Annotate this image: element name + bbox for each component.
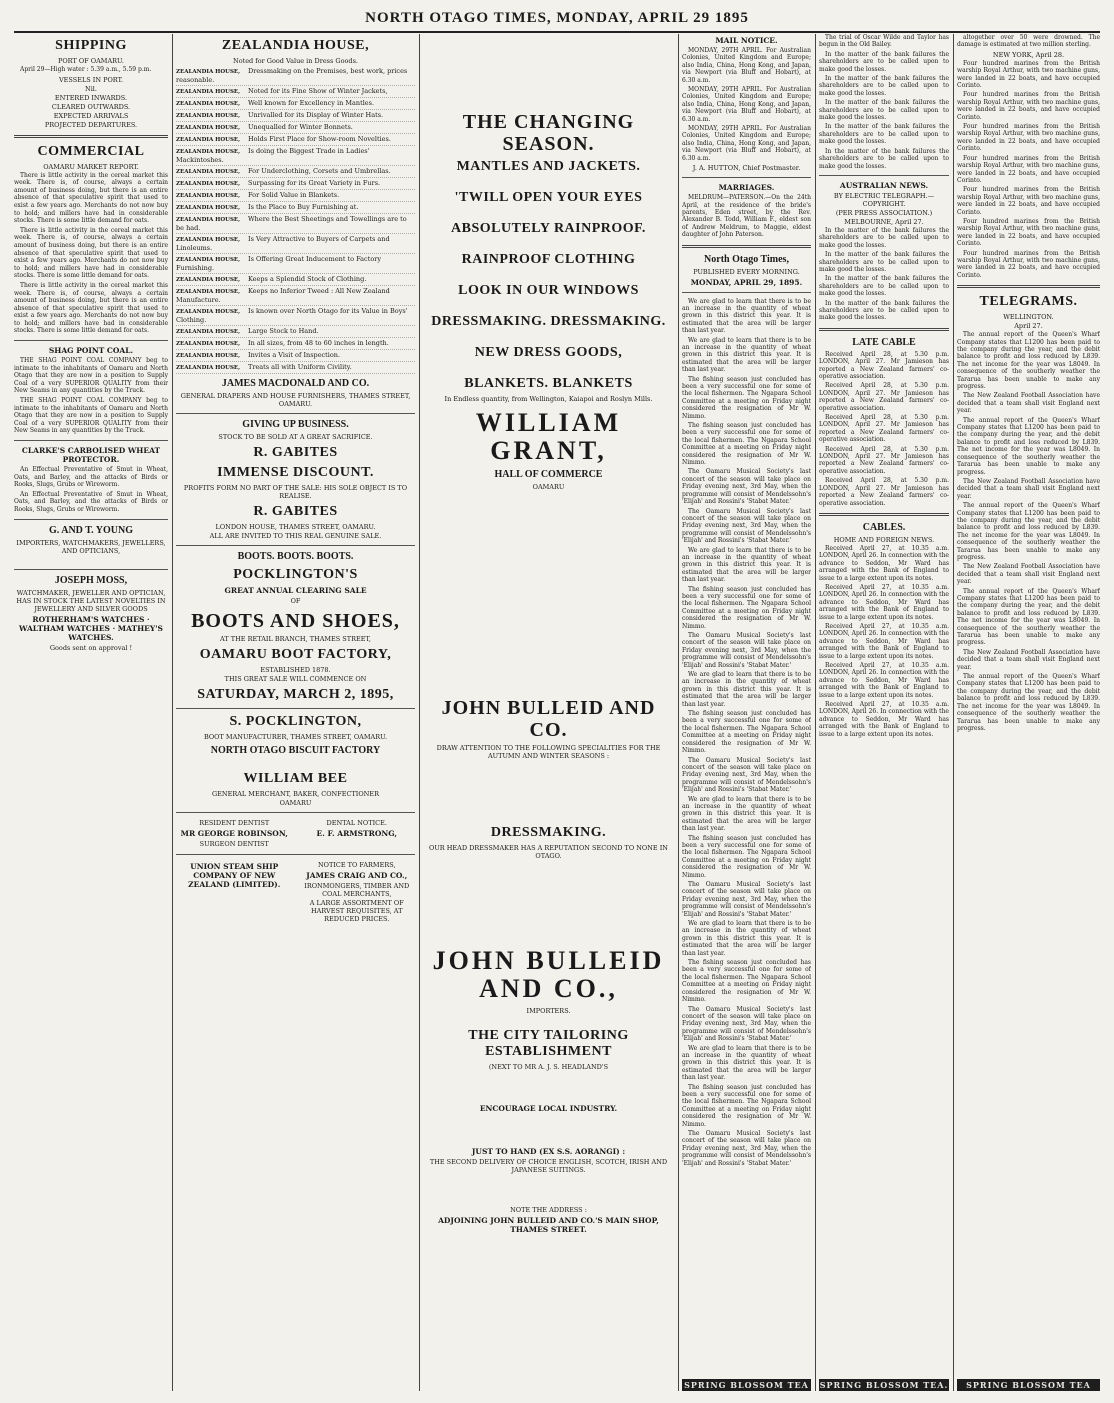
- armstrong: E. F. ARMSTRONG,: [316, 829, 397, 838]
- clarke-text: An Effectual Preventative of Smut in Wheat, Oats, and Barley, and the attacks of Birds or Rooks, Slugs, Grubs or Wireworm.: [14, 490, 168, 513]
- giving-heading: GIVING UP BUSINESS.: [242, 419, 349, 430]
- city-heading: THE CITY TAILORING ESTABLISHMENT: [468, 1028, 629, 1059]
- farmers-notice: NOTICE TO FARMERS,: [317, 861, 396, 869]
- zealandia-row: [176, 306, 415, 326]
- aus-sub: BY ELECTRIC TELEGRAPH.—COPYRIGHT.: [833, 191, 935, 208]
- zealandia-row-text: Well known for Excellency in Mantles.: [248, 99, 375, 107]
- late-cable-heading: LATE CABLE: [852, 336, 916, 348]
- telegrams-heading: TELEGRAMS.: [979, 294, 1078, 310]
- market-heading: OAMARU MARKET REPORT.: [43, 162, 139, 171]
- zealandia-row-text: Is doing the Biggest Trade in Ladies' Mackintoshes.: [176, 147, 370, 164]
- zealandia-row: [176, 166, 415, 178]
- zealandia-label: ZEALANDIA HOUSE,: [176, 69, 241, 75]
- edit-text: We are glad to learn that there is to be an increase in the quantity of wheat grown in this district this year. It is estimated that the area will be larger than last year.: [682, 795, 811, 833]
- newdress-heading: NEW DRESS GOODS,: [474, 345, 623, 360]
- ny-text: Four hundred marines from the British warship Royal Arthur, with two machine guns, were landed in 22 boats, and have occupied Corinto.: [957, 186, 1100, 216]
- bulleid2-heading: JOHN BULLEID AND CO.,: [432, 946, 665, 1003]
- bottom-row: [176, 860, 415, 924]
- young-heading: G. AND T. YOUNG: [49, 524, 133, 536]
- ny-text: Four hundred marines from the British warship Royal Arthur, with two machine guns, were landed in 22 boats, and have occupied Corinto.: [957, 123, 1100, 153]
- commence-text: THIS GREAT SALE WILL COMMENCE ON: [224, 675, 367, 683]
- zealandia-label: ZEALANDIA HOUSE,: [176, 137, 241, 143]
- coal-text: THE SHAG POINT COAL COMPANY beg to intimate to the inhabitants of Oamaru and North Otago that they are now in a position to Supply Coal of a very SUPERIOR QUALITY from their New Seams in any quantities by the Truck.: [14, 357, 168, 395]
- melb-text: In the matter of the bank failures the shareholders are to be called upon to make good the losses.: [819, 75, 949, 97]
- craig-block: [299, 860, 416, 924]
- musical-text: The Oamaru Musical Society's last concert of the season will take place on Friday evening next, 3rd May, when the programme will consist of Mendelssohn's 'Elijah' and Rossini's 'Stabat Mater.': [682, 881, 811, 918]
- aus-heading: AUSTRALIAN NEWS.: [839, 180, 929, 190]
- zealandia-row: [176, 146, 415, 166]
- ny-text: Four hundred marines from the British warship Royal Arthur, with two machine guns, were landed in 22 boats, and have occupied Corinto.: [957, 217, 1100, 248]
- zealandia-title: ZEALANDIA HOUSE,: [221, 38, 370, 53]
- gabites2-heading: R. GABITES: [253, 504, 338, 519]
- dental-notice: DENTAL NOTICE.: [326, 819, 387, 827]
- zealandia-row-text: Holds First Place for Show-room Novelties.: [248, 135, 391, 143]
- melb-text: In the matter of the bank failures the shareholders are to be called upon to make good the losses.: [819, 251, 949, 273]
- fishing-text: The fishing season just concluded has been a very successful one for some of the local fishermen. The Ngapara School Committee at a meeting on Friday night considered the resignation of Mr W. Nimmo.: [682, 1083, 811, 1128]
- home-text: Received April 27, at 10.35 a.m. LONDON, April 26. In connection with the advance to Seddon, Mr Ward has arranged with the Bank of England to issue to a large extent upon its notes.: [819, 544, 949, 582]
- ny-text: Four hundred marines from the British warship Royal Arthur, with two machine guns, were landed in 22 boats, and have occupied Corinto.: [957, 154, 1100, 184]
- rain-heading: RAINPROOF CLOTHING: [461, 252, 636, 267]
- watches: ROTHERHAM'S WATCHES · WALTHAM WATCHES · MATHEY'S WATCHES.: [19, 614, 163, 642]
- melb-text: In the matter of the bank failures the shareholders are to be called upon to make good the losses.: [819, 123, 949, 146]
- zealandia-row-text: In all sizes, from 48 to 60 inches in length.: [248, 339, 389, 347]
- melb-text: In the matter of the bank failures the shareholders are to be called upon to make good the losses.: [819, 275, 949, 298]
- ny-date: NEW YORK, April 28.: [992, 50, 1065, 59]
- zealandia-label: ZEALANDIA HOUSE,: [176, 257, 241, 263]
- wel-text: The annual report of the Queen's Wharf Company states that L1200 has been paid to the company during the year, and the debit balance to profit and loss reduced by L839. The net income for the year was L8049. In consequence of the southerly weather the Tararua has been unable to make any progress.: [957, 673, 1100, 732]
- zealandia-row-text: Keeps a Splendid Stock of Clothing.: [248, 275, 367, 283]
- gabites2-sub: LONDON HOUSE, THAMES STREET, OAMARU.: [215, 523, 376, 531]
- edit-text: We are glad to learn that there is to be an increase in the quantity of wheat grown in this district this year. It is estimated that the area will be larger than last year.: [682, 1044, 811, 1082]
- melb-text: In the matter of the bank failures the shareholders are to be called upon to make good the losses.: [819, 299, 949, 322]
- ny-text: Four hundred marines from the British warship Royal Arthur, with two machine guns, were landed in 22 boats, and have occupied Corinto.: [957, 249, 1100, 279]
- zealandia-row: [176, 214, 415, 234]
- moss-sub: WATCHMAKER, JEWELLER AND OPTICIAN, HAS IN STOCK THE LATEST NOVELTIES IN JEWELLERY AND SILVER GOODS: [16, 588, 166, 613]
- of-text: OF: [290, 597, 301, 605]
- ny-text: Four hundred marines from the British warship Royal Arthur, with two machine guns, were landed in 22 boats, and have occupied Corinto.: [957, 91, 1100, 121]
- hall-oamaru: OAMARU: [532, 483, 565, 491]
- resident-dentist: RESIDENT DENTIST: [199, 819, 270, 827]
- zealandia-label: ZEALANDIA HOUSE,: [176, 149, 241, 155]
- top-text: altogether over 50 were drowned. The damage is estimated at two million sterling.: [957, 34, 1100, 49]
- commercial-heading: COMMERCIAL: [37, 143, 145, 159]
- footer-ad: SPRING BLOSSOM TEA.: [819, 1380, 949, 1390]
- footer-ad: SPRING BLOSSOM TEA: [682, 1379, 811, 1391]
- bulleid-sub: DRAW ATTENTION TO THE FOLLOWING SPECIALITIES FOR THE AUTUMN AND WINTER SEASONS :: [436, 744, 661, 760]
- zealandia-row-text: Where the Best Sheetings and Towellings are to be had.: [176, 215, 407, 232]
- dentist-right: [299, 818, 416, 849]
- rugby-text: The New Zealand Football Association have decided that a team shall visit England next year.: [957, 648, 1100, 671]
- zealandia-row-text: Is known over North Otago for its Value in Boys' Clothing.: [176, 307, 408, 324]
- zealandia-label: ZEALANDIA HOUSE,: [176, 329, 241, 335]
- home-text: Received April 27, at 10.35 a.m. LONDON, April 26. In connection with the advance to Seddon, Mr Ward has arranged with the Bank of England to issue to a large extent upon its notes.: [819, 622, 949, 660]
- zealandia-label: ZEALANDIA HOUSE,: [176, 113, 241, 119]
- zealandia-row: [176, 110, 415, 122]
- hall-heading: HALL OF COMMERCE: [494, 469, 603, 480]
- zealandia-label: ZEALANDIA HOUSE,: [176, 205, 241, 211]
- wel-text: The annual report of the Queen's Wharf Company states that L1200 has been paid to the company during the year, and the debit balance to profit and loss reduced by L839. The net income for the year was L8049. In consequence of the southerly weather the Tararua has been unable to make any progress.: [957, 502, 1100, 561]
- zealandia-label: ZEALANDIA HOUSE,: [176, 89, 241, 95]
- zealandia-label: ZEALANDIA HOUSE,: [176, 277, 241, 283]
- column-rule: [953, 34, 954, 1391]
- zealandia-row: [176, 286, 415, 306]
- coal-heading: SHAG POINT COAL.: [48, 346, 134, 356]
- wellington-heading: WELLINGTON.: [1003, 313, 1054, 322]
- open-eyes-heading: 'TWILL OPEN YOUR EYES: [454, 190, 643, 205]
- encourage: ENCOURAGE LOCAL INDUSTRY.: [479, 1104, 618, 1113]
- blankets-heading: BLANKETS. BLANKETS: [464, 376, 633, 391]
- expected-heading: EXPECTED ARRIVALS: [53, 111, 129, 120]
- rugby-text: The New Zealand Football Association have decided that a team shall visit England next year.: [957, 392, 1100, 415]
- zealandia-list: [176, 66, 415, 374]
- clarke-text: An Effectual Preventative of Smut in Wheat, Oats, and Barley, and the attacks of Birds or Rooks, Slugs, Grubs or Wireworm.: [14, 466, 168, 489]
- edit-text: We are glad to learn that there is to be an increase in the quantity of wheat grown in this district this year. It is estimated that the area will be larger than last year.: [682, 297, 811, 335]
- zealandia-row: [176, 66, 415, 86]
- moss-heading: JOSEPH MOSS,: [54, 574, 128, 586]
- melb-text: In the matter of the bank failures the shareholders are to be called upon to make good the losses.: [819, 147, 949, 170]
- fishing-text: The fishing season just concluded has been a very successful one for some of the local fishermen. The Ngapara School Committee at a meeting on Friday night considered the resignation of Mr W. Nimmo.: [682, 375, 811, 420]
- gabites-heading: R. GABITES: [253, 445, 338, 460]
- column-ads-left: [176, 34, 415, 1391]
- justo-heading: JUST TO HAND (EX S.S. AORANGI) :: [471, 1147, 626, 1156]
- melb-text: In the matter of the bank failures the shareholders are to be called upon to make good the losses.: [819, 50, 949, 73]
- dress2-heading: DRESSMAKING.: [490, 825, 607, 840]
- usco-heading: UNION STEAM SHIP COMPANY OF NEW ZEALAND (LIMITED).: [188, 862, 281, 889]
- boots-shoes-heading: BOOTS AND SHOES,: [191, 610, 400, 632]
- footer-ad: SPRING BLOSSOM TEA: [957, 1379, 1100, 1391]
- zealandia-row: [176, 274, 415, 286]
- wel-text: The annual report of the Queen's Wharf Company states that L1200 has been paid to the company during the year, and the debit balance to profit and loss reduced by L839. The net income for the year was L8049. In consequence of the southerly weather the Tararua has been unable to make any progress.: [957, 416, 1100, 476]
- zealandia-row-text: Unrivalled for its Display of Winter Hats.: [248, 111, 384, 119]
- wel-text: The annual report of the Queen's Wharf Company states that L1200 has been paid to the company during the year, and the debit balance to profit and loss reduced by L839. The net income for the year was L8049. In consequence of the southerly weather the Tararua has been unable to make any progress.: [957, 331, 1100, 391]
- zealandia-row: [176, 122, 415, 134]
- zealandia-row: [176, 134, 415, 146]
- fishing-text: The fishing season just concluded has been a very successful one for some of the local fishermen. The Ngapara School Committee at a meeting on Friday night considered the resignation of Mr W. Nimmo.: [682, 834, 811, 879]
- city-sub: (NEXT TO MR A. J. S. HEADLAND'S: [488, 1063, 609, 1071]
- column-rule: [678, 34, 679, 1391]
- dentist-row: [176, 818, 415, 849]
- late-text: Received April 28, at 5.30 p.m. LONDON, April 27. Mr Jamieson has reported a New Zealand farmers' co-operative association.: [819, 350, 949, 380]
- zealandia-row-text: Dressmaking on the Premises, best work, prices reasonable.: [176, 67, 408, 84]
- paper-date: MONDAY, APRIL 29, 1895.: [690, 277, 803, 287]
- shipping-heading: SHIPPING: [55, 38, 127, 53]
- importers: IMPORTERS.: [526, 1007, 571, 1015]
- marriages-heading: MARRIAGES.: [718, 183, 775, 193]
- marriages-text: MELDRUM—PATERSON.—On the 24th April, at the residence of the bride's parents, Eden street, by the Rev. Alexander B. Todd, William F., eldest son of Andrew Meldrum, to Maggie, eldest daughter of John Paterson.: [682, 194, 811, 239]
- late-text: Received April 28, at 5.30 p.m. LONDON, April 27. Mr Jamieson has reported a New Zealand farmers' co-operative association.: [819, 414, 949, 444]
- zealandia-row: [176, 234, 415, 254]
- fishing-text: The fishing season just concluded has been a very successful one for some of the local fishermen. The Ngapara School Committee at a meeting on Friday night considered the resignation of Mr W. Nimmo.: [682, 710, 811, 755]
- zealandia-row-text: Surpassing for its Great Variety in Furs.: [248, 179, 381, 187]
- robinson: MR GEORGE ROBINSON,: [180, 829, 288, 838]
- dentist-left: [176, 818, 293, 849]
- cables-heading: CABLES.: [862, 521, 906, 533]
- zealandia-row: [176, 362, 415, 374]
- home-text: Received April 27, at 10.35 a.m. LONDON, April 26. In connection with the advance to Seddon, Mr Ward has arranged with the Bank of England to issue to a large extent upon its notes.: [819, 701, 949, 738]
- zealandia-row-text: For Solid Value in Blankets.: [248, 191, 340, 199]
- edit-text: We are glad to learn that there is to be an increase in the quantity of wheat grown in this district this year. It is estimated that the area will be larger than last year.: [682, 336, 811, 374]
- absolutely-heading: ABSOLUTELY RAINPROOF.: [451, 221, 646, 236]
- biscuit-heading: NORTH OTAGO BISCUIT FACTORY: [210, 745, 381, 756]
- pocklington2-sub: BOOT MANUFACTURER, THAMES STREET, OAMARU.: [203, 733, 388, 741]
- zealandia-row: [176, 86, 415, 98]
- zealandia-row: [176, 326, 415, 338]
- cleared-heading: CLEARED OUTWARDS.: [51, 102, 131, 111]
- zealandia-label: ZEALANDIA HOUSE,: [176, 101, 241, 107]
- rugby-text: The New Zealand Football Association have decided that a team shall visit England next year.: [957, 563, 1100, 586]
- home-heading: HOME AND FOREIGN NEWS.: [833, 535, 935, 544]
- established: ESTABLISHED 1878.: [260, 666, 331, 674]
- zealandia-label: ZEALANDIA HOUSE,: [176, 341, 241, 347]
- dress-heading: DRESSMAKING. DRESSMAKING.: [431, 314, 666, 329]
- melb-text: In the matter of the bank failures the shareholders are to be called upon to make good the losses.: [819, 99, 949, 122]
- column-shipping: [14, 34, 168, 1391]
- fishing-text: The fishing season just concluded has been a very successful one for some of the local fishermen. The Ngapara School Committee at a meeting on Friday night considered the resignation of Mr W. Nimmo.: [682, 959, 811, 1004]
- column-rule: [815, 34, 816, 1391]
- vessels-nil: Nil.: [85, 84, 97, 93]
- late-text: Received April 28, at 5.30 p.m. LONDON, April 27. Mr Jamieson has reported a New Zealand farmers' co-operative association.: [819, 445, 949, 475]
- zealandia-row: [176, 178, 415, 190]
- blankets-sub: In Endless quantity, from Wellington, Kaiapoi and Roslyn Mills.: [444, 395, 653, 403]
- mail-text: MONDAY, 29TH APRIL. For Australian Colonies, United Kingdom and Europe; also India, China, Hong Kong, and Japan, via Newport (via Bluff and Hobart), at 6.30 a.m.: [682, 125, 811, 162]
- adjoin-text: ADJOINING JOHN BULLEID AND CO.'S MAIN SHOP, THAMES STREET.: [438, 1216, 659, 1234]
- column-ads-center: [423, 34, 674, 1391]
- zealandia-row-text: Invites a Visit of Inspection.: [248, 351, 341, 359]
- masthead-title: NORTH OTAGO TIMES, MONDAY, APRIL 29 1895: [365, 10, 749, 26]
- ny-text: Four hundred marines from the British warship Royal Arthur, with two machine guns, were landed in 22 boats, and have occupied Corinto.: [957, 59, 1100, 90]
- zealandia-row-text: Unequalled for Winter Bonnets.: [248, 123, 353, 131]
- trial-text: The trial of Oscar Wilde and Taylor has begun in the Old Bailey.: [819, 34, 949, 49]
- clearing-sale: GREAT ANNUAL CLEARING SALE: [224, 586, 367, 595]
- clarke-heading: CLARKE'S CARBOLISED WHEAT PROTECTOR.: [21, 446, 161, 464]
- craig-note: A LARGE ASSORTMENT OF HARVEST REQUISITES, AT REDUCED PRICES.: [309, 899, 404, 923]
- musical-text: The Oamaru Musical Society's last concert of the season will take place on Friday evening next, 3rd May, when the programme will consist of Mendelssohn's 'Elijah' and Rossini's 'Stabat Mater.': [682, 1130, 811, 1167]
- musical-text: The Oamaru Musical Society's last concert of the season will take place on Friday evening next, 3rd May, when the programme will consist of Mendelssohn's 'Elijah' and Rossini's 'Stabat Mater.': [682, 468, 811, 506]
- masthead: [14, 5, 1100, 33]
- macdonald-heading: JAMES MACDONALD AND CO.: [221, 378, 370, 389]
- melb-date: MELBOURNE, April 27.: [844, 217, 924, 226]
- justo-sub: THE SECOND DELIVERY OF CHOICE ENGLISH, SCOTCH, IRISH AND JAPANESE SUITINGS.: [429, 1158, 668, 1174]
- factory-heading: OAMARU BOOT FACTORY,: [199, 647, 392, 662]
- bulleid-heading: JOHN BULLEID AND CO.: [441, 697, 656, 741]
- projected-heading: PROJECTED DEPARTURES.: [44, 120, 138, 129]
- zealandia-row-text: Large Stock to Hand.: [248, 327, 319, 335]
- entered-heading: ENTERED INWARDS.: [54, 93, 128, 102]
- zealandia-row: [176, 254, 415, 274]
- port-heading: PORT OF OAMARU.: [57, 57, 124, 65]
- paper-title: North Otago Times,: [704, 253, 789, 265]
- column-rule: [172, 34, 173, 1391]
- late-text: Received April 28, at 5.30 p.m. LONDON, April 27. Mr Jamieson has reported a New Zealand farmers' co-operative association.: [819, 477, 949, 507]
- musical-text: The Oamaru Musical Society's last concert of the season will take place on Friday evening next, 3rd May, when the programme will consist of Mendelssohn's 'Elijah' and Rossini's 'Stabat Mater.': [682, 756, 811, 794]
- coal-text: THE SHAG POINT COAL COMPANY beg to intimate to the inhabitants of Oamaru and North Otago that they are now in a position to Supply Coal of a very SUPERIOR QUALITY from their New Seams in any quantities by the Truck.: [14, 397, 168, 435]
- column-telegrams: [957, 34, 1100, 1391]
- column-news-2: [819, 34, 949, 1391]
- fishing-text: The fishing season just concluded has been a very successful one for some of the local fishermen. The Ngapara School Committee at a meeting on Friday night considered the resignation of Mr W. Nimmo.: [682, 585, 811, 630]
- zealandia-row: [176, 350, 415, 362]
- mail-text: MONDAY, 29TH APRIL. For Australian Colonies, United Kingdom and Europe; also India, China, Hong Kong, and Japan, via Newport (via Bluff and Hobart), at 6.30 a.m.: [682, 47, 811, 84]
- wbee-heading: WILLIAM BEE: [243, 771, 348, 786]
- macdonald-sub: GENERAL DRAPERS AND HOUSE FURNISHERS, THAMES STREET, OAMARU.: [180, 392, 411, 408]
- wellington-date: April 27.: [1014, 322, 1043, 331]
- zealandia-label: ZEALANDIA HOUSE,: [176, 309, 241, 315]
- sale-date: SATURDAY, MARCH 2, 1895,: [197, 687, 394, 702]
- craig-sub: IRONMONGERS, TIMBER AND COAL MERCHANTS,: [304, 882, 410, 898]
- profits-text: PROFITS FORM NO PART OF THE SALE: HIS SOLE OBJECT IS TO REALISE.: [183, 484, 408, 500]
- changing-heading: THE CHANGING SEASON.: [462, 111, 635, 155]
- dress2-sub: OUR HEAD DRESSMAKER HAS A REPUTATION SECOND TO NONE IN OTAGO.: [429, 844, 668, 860]
- market-text: There is little activity in the cereal market this week. There is, of course, always a certain amount of business doing, but there is an entire absence of that speculative spirit that used to exist a few years ago. Merchants do not now buy to hold; and millers have had in considerable stocks. There is some little demand for oats.: [14, 226, 168, 280]
- zealandia-label: ZEALANDIA HOUSE,: [176, 217, 241, 223]
- market-text: There is little activity in the cereal market this week. There is, of course, always a certain amount of business doing, but there is an entire absence of that speculative spirit that used to exist a few years ago. Merchants do not now buy to hold; and millers have had in considerable stocks. There is some little demand for oats.: [14, 171, 168, 225]
- assoc: (PER PRESS ASSOCIATION.): [835, 208, 933, 217]
- published: PUBLISHED EVERY MORNING.: [693, 267, 800, 276]
- mail-heading: MAIL NOTICE.: [715, 36, 778, 45]
- zealandia-row-text: For Underclothing, Corsets and Umbrellas.: [248, 167, 391, 175]
- goods-approval: Goods sent on approval !: [49, 643, 133, 652]
- rugby-text: The New Zealand Football Association have decided that a team shall visit England next year.: [957, 477, 1100, 500]
- edit-text: We are glad to learn that there is to be an increase in the quantity of wheat grown in this district this year. It is estimated that the area will be larger than last year.: [682, 920, 811, 957]
- zealandia-row: [176, 338, 415, 350]
- zealandia-label: ZEALANDIA HOUSE,: [176, 365, 241, 371]
- musical-text: The Oamaru Musical Society's last concert of the season will take place on Friday evening next, 3rd May, when the programme will consist of Mendelssohn's 'Elijah' and Rossini's 'Stabat Mater.': [682, 1005, 811, 1043]
- column-news-1: [682, 34, 811, 1391]
- zealandia-row: [176, 190, 415, 202]
- market-text: There is little activity in the cereal market this week. There is, of course, always a certain amount of business doing, but there is an entire absence of that speculative spirit that used to exist a few years ago. Merchants do not now buy to hold; and millers have had in considerable stocks. There is some little demand for oats.: [14, 281, 168, 335]
- late-text: Received April 28, at 5.30 p.m. LONDON, April 27. Mr Jamieson has reported a New Zealand farmers' co-operative association.: [819, 382, 949, 412]
- zealandia-row: [176, 202, 415, 214]
- vessels-heading: VESSELS IN PORT.: [58, 75, 124, 84]
- address-heading: NOTE THE ADDRESS :: [510, 1206, 587, 1214]
- zealandia-label: ZEALANDIA HOUSE,: [176, 353, 241, 359]
- hutton: J. A. HUTTON, Chief Postmaster.: [692, 164, 801, 173]
- wbee-oamaru: OAMARU: [279, 799, 312, 807]
- surgeon: SURGEON DENTIST: [199, 840, 269, 848]
- stock-text: STOCK TO BE SOLD AT A GREAT SACRIFICE.: [218, 433, 373, 441]
- all-invited: ALL ARE INVITED TO THIS REAL GENUINE SALE.: [209, 532, 382, 540]
- zealandia-label: ZEALANDIA HOUSE,: [176, 169, 241, 175]
- look-heading: LOOK IN OUR WINDOWS: [458, 283, 639, 298]
- edit-text: We are glad to learn that there is to be an increase in the quantity of wheat grown in this district this year. It is estimated that the area will be larger than last year.: [682, 546, 811, 584]
- mail-text: MONDAY, 29TH APRIL. For Australian Colonies, United Kingdom and Europe; also India, China, Hong Kong, and Japan, via Newport (via Bluff and Hobart), at 6.30 a.m.: [682, 86, 811, 123]
- wgrant-heading: WILLIAM GRANT,: [475, 408, 622, 465]
- zealandia-label: ZEALANDIA HOUSE,: [176, 125, 241, 131]
- tide-text: April 29—High water : 5.39 a.m., 5.59 p.m.: [20, 66, 152, 73]
- zealandia-row: [176, 98, 415, 110]
- boots-heading: BOOTS. BOOTS. BOOTS.: [237, 551, 354, 562]
- home-text: Received April 27, at 10.35 a.m. LONDON, April 26. In connection with the advance to Seddon, Mr Ward has arranged with the Bank of England to issue to a large extent upon its notes.: [819, 662, 949, 699]
- retail-text: AT THE RETAIL BRANCH, THAMES STREET,: [220, 635, 371, 643]
- young-sub: IMPORTERS, WATCHMAKERS, JEWELLERS, AND OPTICIANS,: [16, 538, 166, 555]
- zealandia-row-text: Noted for its Fine Show of Winter Jackets,: [248, 87, 388, 95]
- zealandia-label: ZEALANDIA HOUSE,: [176, 181, 241, 187]
- edit-text: We are glad to learn that there is to be an increase in the quantity of wheat grown in this district this year. It is estimated that the area will be larger than last year.: [682, 671, 811, 708]
- zealandia-label: ZEALANDIA HOUSE,: [176, 289, 241, 295]
- mantles-heading: MANTLES AND JACKETS.: [456, 159, 641, 174]
- fishing-text: The fishing season just concluded has been a very successful one for some of the local fishermen. The Ngapara School Committee at a meeting on Friday night considered the resignation of Mr W. Nimmo.: [682, 422, 811, 467]
- zealandia-row-text: Treats all with Uniform Civility.: [248, 363, 352, 371]
- wbee-sub: GENERAL MERCHANT, BAKER, CONFECTIONER: [211, 790, 380, 798]
- immense-heading: IMMENSE DISCOUNT.: [217, 465, 374, 480]
- zealandia-row-text: Is Offering Great Inducement to Factory Furnishing.: [176, 255, 382, 272]
- column-rule: [419, 34, 420, 1391]
- wel-text: The annual report of the Queen's Wharf Company states that L1200 has been paid to the company during the year, and the debit balance to profit and loss reduced by L839. The net income for the year was L8049. In consequence of the southerly weather the Tararua has been unable to make any progress.: [957, 587, 1100, 647]
- melb-text: In the matter of the bank failures the shareholders are to be called upon to make good the losses.: [819, 226, 949, 249]
- pocklington2-heading: S. POCKLINGTON,: [229, 714, 362, 729]
- usco-block: [176, 860, 293, 924]
- zealandia-row-text: Keeps no Inferior Tweed : All New Zealand Manufacture.: [176, 287, 390, 304]
- zealandia-row-text: Is Very Attractive to Buyers of Carpets and Linoleums.: [176, 235, 390, 252]
- zealandia-label: ZEALANDIA HOUSE,: [176, 237, 241, 243]
- musical-text: The Oamaru Musical Society's last concert of the season will take place on Friday evening next, 3rd May, when the programme will consist of Mendelssohn's 'Elijah' and Rossini's 'Stabat Mater.': [682, 632, 811, 669]
- craig-heading: JAMES CRAIG AND CO.,: [306, 871, 408, 880]
- zealandia-row-text: Is the Place to Buy Furnishing at.: [248, 203, 359, 211]
- zealandia-subtitle: Noted for Good Value in Dress Goods.: [233, 57, 358, 65]
- pocklington-heading: POCKLINGTON'S: [233, 567, 358, 582]
- home-text: Received April 27, at 10.35 a.m. LONDON, April 26. In connection with the advance to Seddon, Mr Ward has arranged with the Bank of England to issue to a large extent upon its notes.: [819, 583, 949, 621]
- musical-text: The Oamaru Musical Society's last concert of the season will take place on Friday evening next, 3rd May, when the programme will consist of Mendelssohn's 'Elijah' and Rossini's 'Stabat Mater.': [682, 507, 811, 545]
- zealandia-label: ZEALANDIA HOUSE,: [176, 193, 241, 199]
